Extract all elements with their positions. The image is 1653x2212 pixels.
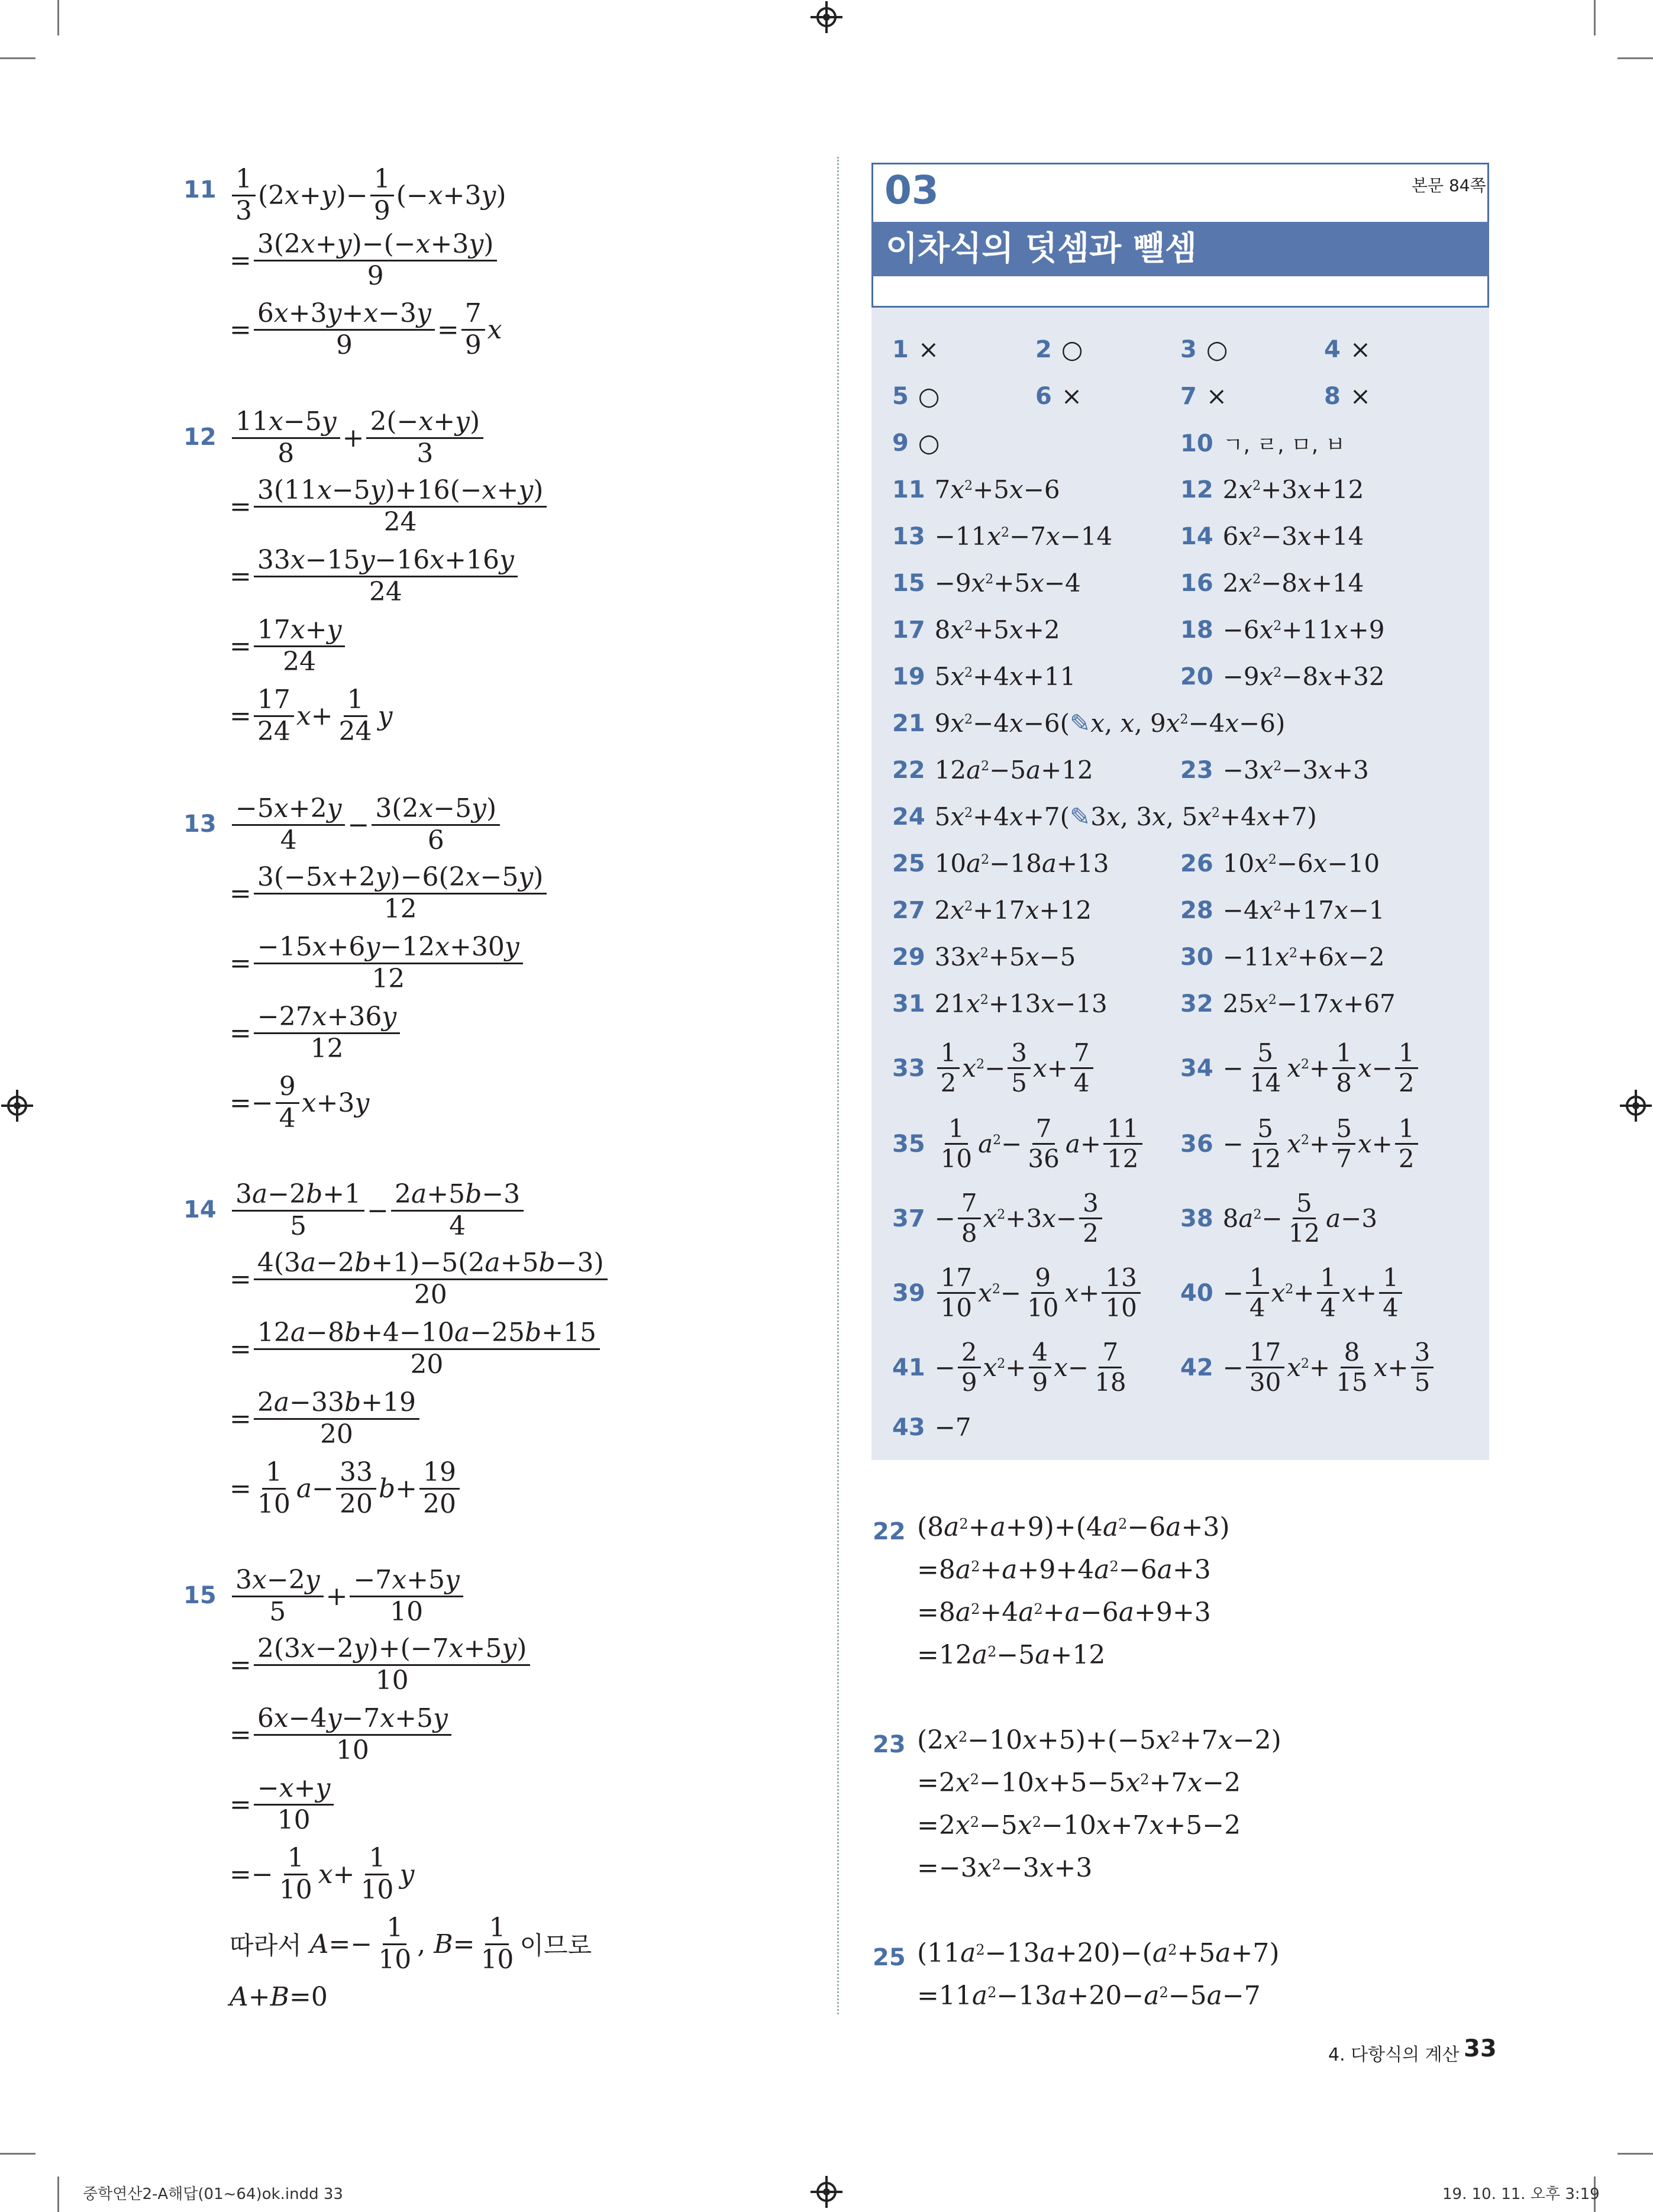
crop-mark [57, 0, 59, 35]
answer-item: 42 − 17 30 x $^2$ + 8 15 x + 3 5 [1180, 1338, 1436, 1397]
problem-number: 13 [183, 810, 217, 838]
answer-item: 24 5 x $^2$ +4 x +7( ✎ 3 x , 3 x , 5 x $^2$ +4 x +7) [892, 802, 1317, 831]
answer-item: 3 ○ [1180, 335, 1228, 364]
problem-number: 12 [183, 424, 217, 451]
math-line: = 3(−5x+2y)−6(2x−5y) 12 [230, 863, 549, 924]
answer-item: 18 −6 x $^2$ +11 x +9 [1180, 615, 1385, 644]
answer-item: 29 33 x $^2$ +5 x −5 [892, 942, 1076, 971]
math-line: = 17 24 x + 1 24 y [230, 684, 393, 747]
math-line: = 33x−15y−16x+16y 24 [230, 545, 520, 607]
column-divider [837, 157, 839, 2014]
problem-number: 22 [873, 1518, 906, 1545]
problem-number: 11 [183, 176, 217, 204]
math-line: 따라서 A =− 1 10 , B = 1 10 이므로 [230, 1913, 592, 1975]
math-line: 11x−5y 8 + 2(−x+y) 3 [230, 407, 486, 469]
math-line: =11 a $^2$ −13 a +20− a $^2$ −5 a −7 [917, 1981, 1261, 2011]
math-line: =2 x $^2$ −5 x $^2$ −10 x +7 x +5−2 [917, 1810, 1241, 1840]
answer-item: 28 −4 x $^2$ +17 x −1 [1180, 896, 1385, 925]
answer-item: 38 8 a $^2$ − 5 12 a −3 [1180, 1189, 1378, 1248]
math-line: =8 a $^2$ +4 a $^2$ + a −6 a +9+3 [917, 1597, 1211, 1627]
conclusion-suffix: 이므로 [519, 1931, 592, 1961]
answer-item: 27 2 x $^2$ +17 x +12 [892, 896, 1092, 925]
problem-number: 15 [183, 1582, 217, 1609]
math-line: (2 x $^2$ −10 x +5)+(−5 x $^2$ +7 x −2) [917, 1725, 1281, 1755]
crop-mark [0, 2153, 35, 2155]
file-info: 중학연산2-A해답(01~64)ok.indd 33 [83, 2185, 343, 2203]
math-line: A + B =0 [230, 1982, 328, 2012]
answer-item: 30 −11 x $^2$ +6 x −2 [1180, 942, 1385, 971]
answer-item: 20 −9 x $^2$ −8 x +32 [1180, 662, 1385, 691]
section-title: 이차식의 덧셈과 뺄셈 [871, 222, 1489, 276]
pencil-icon: ✎ [1070, 709, 1091, 738]
math-line: =−3 x $^2$ −3 x +3 [917, 1853, 1093, 1883]
math-line: −5x+2y 4 − 3(2x−5y) 6 [230, 794, 502, 855]
page-number: 33 [1464, 2035, 1497, 2062]
answer-item: 7 × [1180, 382, 1228, 411]
answer-item: 41 − 2 9 x $^2$ + 4 9 x − 7 18 [892, 1338, 1126, 1397]
problem-number: 14 [183, 1196, 217, 1223]
answer-item: 43 −7 [892, 1413, 971, 1442]
answer-item: 12 2 x $^2$ +3 x +12 [1180, 475, 1364, 504]
answer-item: 19 5 x $^2$ +4 x +11 [892, 662, 1076, 691]
answer-item: 8 × [1324, 382, 1371, 411]
math-line: = −x+y 10 [230, 1774, 336, 1835]
answer-item: 11 7 x $^2$ +5 x −6 [892, 475, 1060, 504]
registration-mark-icon [816, 2182, 837, 2202]
math-line: =12 a $^2$ −5 a +12 [917, 1640, 1106, 1670]
math-line: = 1 10 a − 33 20 b + 19 20 [230, 1458, 462, 1519]
answer-item: 33 1 2 x $^2$ − 3 5 x + 7 4 [892, 1039, 1096, 1098]
math-line: = 6x+3y+x−3y 9 = 7 9 x [230, 298, 502, 360]
answer-item: 2 ○ [1035, 335, 1083, 364]
answer-item: 31 21 x $^2$ +13 x −13 [892, 989, 1108, 1018]
answer-item: 37 − 7 8 x $^2$ +3 x − 3 2 [892, 1189, 1105, 1248]
section-ref: 본문 84쪽 [1412, 176, 1486, 195]
math-line: = 6x−4y−7x+5y 10 [230, 1704, 454, 1765]
math-line: = 3(2x+y)−(−x+3y) 9 [230, 230, 499, 291]
answer-item: 35 1 10 a $^2$ − 7 36 a + 11 12 [892, 1115, 1145, 1174]
answer-item: 15 −9 x $^2$ +5 x −4 [892, 569, 1081, 598]
math-line: =− 9 4 x +3 y [230, 1071, 370, 1134]
math-line: =− 1 10 x + 1 10 y [230, 1843, 415, 1905]
answer-item: 1 × [892, 335, 940, 364]
answer-item: 40 − 1 4 x $^2$ + 1 4 x + 1 4 [1180, 1264, 1405, 1323]
answer-item: 23 −3 x $^2$ −3 x +3 [1180, 755, 1369, 784]
math-line: (11 a $^2$ −13 a +20)−( a $^2$ +5 a +7) [917, 1938, 1280, 1968]
math-line: = 4(3a−2b+1)−5(2a+5b−3) 20 [230, 1248, 610, 1310]
answer-item: 36 − 5 12 x $^2$ + 5 7 x + 1 2 [1180, 1115, 1420, 1174]
math-line: =8 a $^2$ + a +9+4 a $^2$ −6 a +3 [917, 1555, 1211, 1585]
answer-item: 32 25 x $^2$ −17 x +67 [1180, 989, 1396, 1018]
answer-item: 17 8 x $^2$ +5 x +2 [892, 615, 1060, 644]
problem-number: 23 [873, 1731, 906, 1758]
crop-mark [1594, 0, 1596, 35]
math-line: = 17x+y 24 [230, 615, 347, 677]
conclusion-prefix: 따라서 [230, 1931, 302, 1961]
math-line: = −27x+36y 12 [230, 1002, 402, 1064]
pencil-icon: ✎ [1070, 802, 1091, 831]
math-line: = 12a−8b+4−10a−25b+15 20 [230, 1318, 602, 1380]
answer-item: 34 − 5 14 x $^2$ + 1 8 x − 1 2 [1180, 1039, 1420, 1098]
math-line: 1 3 (2 x + y )− 1 9 (− x +3 y ) [230, 164, 506, 226]
crop-mark [57, 2177, 59, 2212]
problem-number: 25 [873, 1944, 906, 1971]
math-line: 3x−2y 5 + −7x+5y 10 [230, 1565, 466, 1627]
answer-item: 5 ○ [892, 382, 940, 411]
chapter-label: 4. 다항식의 계산 [1328, 2045, 1460, 2065]
math-line: = 2a−33b+19 20 [230, 1388, 422, 1449]
math-line: = 3(11x−5y)+16(−x+y) 24 [230, 476, 549, 537]
math-line: (8 a $^2$ + a +9)+(4 a $^2$ −6 a +3) [917, 1512, 1230, 1542]
answer-item: 25 10 a $^2$ −18 a +13 [892, 849, 1109, 878]
answer-item: 6 × [1035, 382, 1083, 411]
section-code: 03 [884, 167, 939, 213]
answer-item: 4 × [1324, 335, 1371, 364]
answer-item: 26 10 x $^2$ −6 x −10 [1180, 849, 1380, 878]
answer-item: 39 17 10 x $^2$ − 9 10 x + 13 10 [892, 1264, 1143, 1323]
answer-item: 10 ㄱ, ㄹ, ㅁ, ㅂ [1180, 430, 1346, 457]
print-timestamp: 19. 10. 11. 오후 3:19 [1442, 2185, 1600, 2203]
registration-mark-icon [1626, 1096, 1646, 1116]
answer-item: 16 2 x $^2$ −8 x +14 [1180, 569, 1364, 598]
answer-item: 13 −11 x $^2$ −7 x −14 [892, 522, 1113, 551]
answer-item: 22 12 a $^2$ −5 a +12 [892, 755, 1093, 784]
math-line: 3a−2b+1 5 − 2a+5b−3 4 [230, 1180, 526, 1241]
math-line: =2 x $^2$ −10 x +5−5 x $^2$ +7 x −2 [917, 1768, 1241, 1798]
math-line: = −15x+6y−12x+30y 12 [230, 932, 525, 994]
registration-mark-icon [816, 7, 837, 27]
answer-item: 14 6 x $^2$ −3 x +14 [1180, 522, 1364, 551]
crop-mark [1618, 57, 1653, 59]
registration-mark-icon [7, 1096, 27, 1116]
answer-item: 21 9 x $^2$ −4 x −6( ✎ x , x , 9 x $^2$ −4 x −6) [892, 709, 1286, 738]
crop-mark [1618, 2153, 1653, 2155]
answer-item: 9 ○ [892, 428, 940, 457]
crop-mark [0, 57, 35, 59]
math-line: = 2(3x−2y)+(−7x+5y) 10 [230, 1634, 532, 1696]
